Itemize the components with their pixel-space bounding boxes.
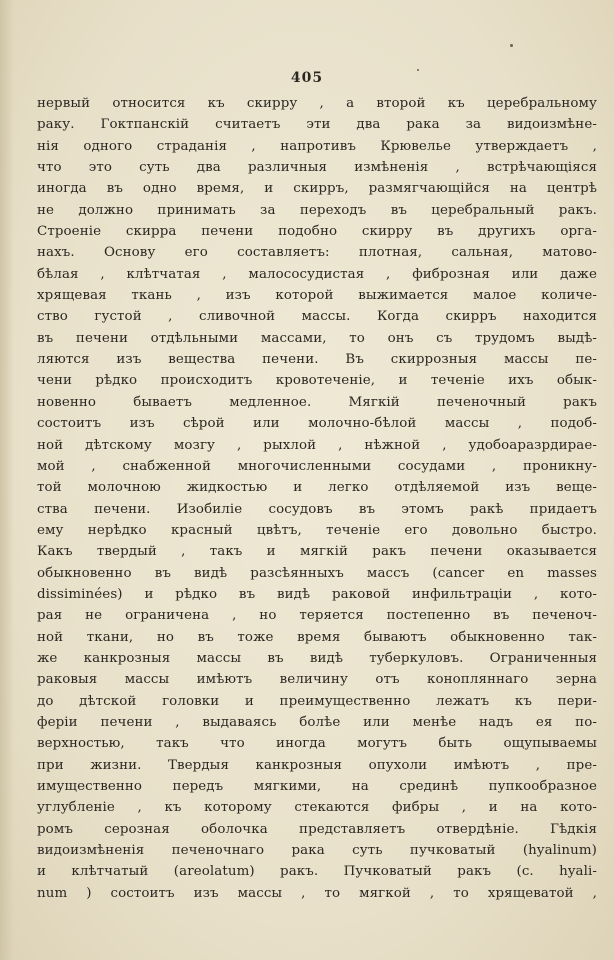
text-line: нія одного страданія , напротивъ Крювелье утверждаетъ ,	[37, 138, 597, 154]
text-line: новенно бываетъ медленное. Мягкій печеночный ракъ	[37, 394, 597, 410]
text-line: ромъ серозная оболочка представляетъ отвердѣніе. Гѣдкія	[37, 821, 597, 837]
text-line: при жизни. Твердыя канкрозныя опухоли имѣютъ , пре-	[37, 757, 597, 773]
text-line: рая не ограничена , но теряется постепенно въ печеноч-	[37, 608, 597, 624]
text-line: ства печени. Изобиліе сосудовъ въ этомъ ракѣ придаетъ	[37, 501, 597, 517]
text-line: num ) состоитъ изъ массы , то мягкой , то хрящеватой ,	[37, 885, 597, 901]
body-text	[37, 93, 597, 904]
text-line: иногда въ одно время, и скирръ, размягчающійся на центрѣ	[37, 181, 597, 197]
text-line: dissiminées) и рѣдко въ видѣ раковой инфильтраціи , кото-	[37, 586, 597, 602]
text-line: той молочною жидкостью и легко отдѣляемой изъ веще-	[37, 480, 597, 496]
text-line: не должно принимать за переходъ въ церебральный ракъ.	[37, 202, 597, 218]
text-line: же канкрозныя массы въ видѣ туберкуловъ. Ограниченныя	[37, 650, 597, 666]
text-line: обыкновенно въ видѣ разсѣянныхъ массъ (cancer en masses	[37, 565, 597, 581]
text-line: ство густой , сливочной массы. Когда скирръ находится	[37, 309, 597, 325]
text-line: бѣлая , клѣтчатая , малососудистая , фиброзная или даже	[37, 266, 597, 282]
page-number: 405	[290, 70, 324, 86]
text-line: раку. Гоктпанскій считаетъ эти два рака за видоизмѣне-	[37, 117, 597, 133]
text-line: углубленіе , къ которому стекаются фибры , и на кото-	[37, 800, 597, 816]
text-line: видоизмѣненія печеночнаго рака суть пучковатый (hyalinum)	[37, 843, 597, 859]
text-line: Строеніе скирра печени подобно скирру въ другихъ орга-	[37, 224, 597, 240]
text-line: чени рѣдко происходитъ кровотеченіе, и теченіе ихъ обык-	[37, 373, 597, 389]
paper-speck	[510, 44, 513, 47]
text-line: раковыя массы имѣютъ величину отъ конопляннаго зерна	[37, 672, 597, 688]
text-line: до дѣтской головки и преимущественно лежатъ къ пери-	[37, 693, 597, 709]
text-line: феріи печени , выдаваясь болѣе или менѣе надъ ея по-	[37, 714, 597, 730]
text-line: и клѣтчатый (areolatum) ракъ. Пучковатый ракъ (с. hyali-	[37, 864, 597, 880]
text-line: состоитъ изъ сѣрой или молочно-бѣлой массы , подоб-	[37, 416, 597, 432]
text-line: нервый относится къ скирру , а второй къ церебральному	[37, 96, 597, 111]
text-line: хрящевая ткань , изъ которой выжимается малое количе-	[37, 288, 597, 304]
text-line: нахъ. Основу его составляетъ: плотная, сальная, матово-	[37, 245, 597, 261]
text-line: ной дѣтскому мозгу , рыхлой , нѣжной , удобоаразрдирае-	[37, 437, 597, 453]
text-line: что это суть два различныя измѣненія , встрѣчающіяся	[37, 160, 597, 176]
page-edge-shadow	[0, 0, 14, 960]
text-line: верхностью, такъ что иногда могутъ быть ощупываемы	[37, 736, 597, 752]
text-line: ляются изъ вещества печени. Въ скиррозныя массы пе-	[37, 352, 597, 368]
text-line: мой , снабженной многочисленными сосудами , проникну-	[37, 458, 597, 474]
text-line: Какъ твердый , такъ и мягкій ракъ печени оказывается	[37, 544, 597, 560]
text-line: имущественно передъ мягкими, на срединѣ пупкообразное	[37, 779, 597, 794]
text-line: ной ткани, но въ тоже время бываютъ обыкновенно так-	[37, 629, 597, 645]
text-line: въ печени отдѣльными массами, то онъ съ трудомъ выдѣ-	[37, 330, 597, 346]
text-line: ему нерѣдко красный цвѣтъ, теченіе его довольно быстро.	[37, 522, 597, 538]
